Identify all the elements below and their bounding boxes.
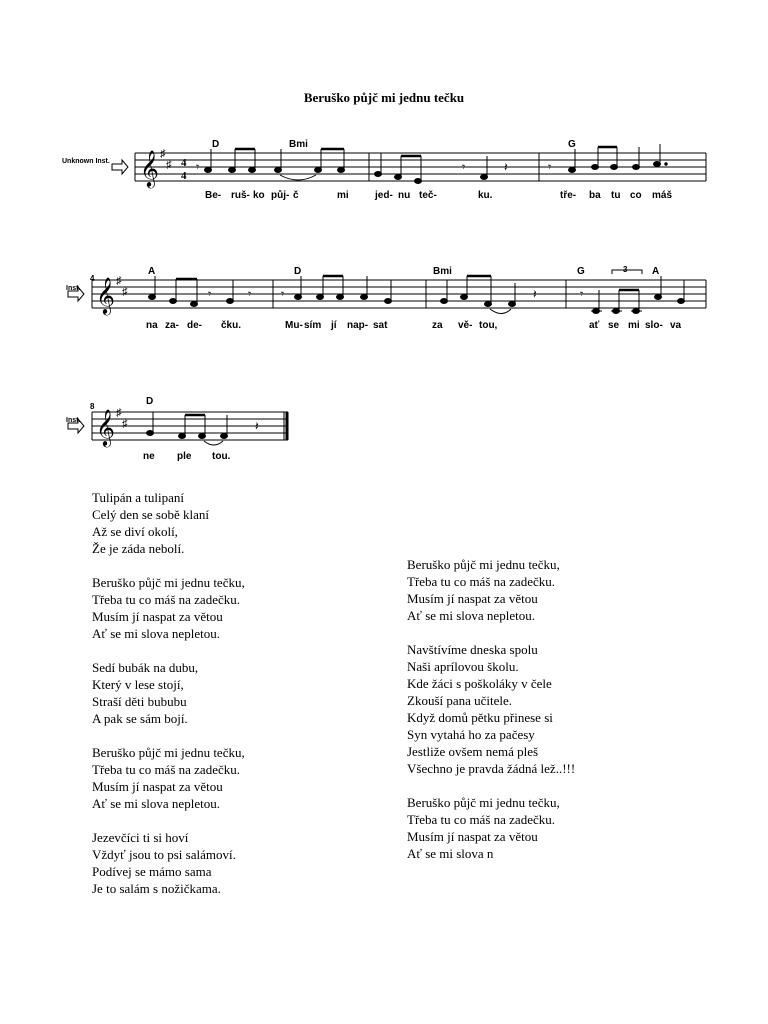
lyric-syllable: Be- — [205, 190, 222, 201]
lyric-syllable: půj- — [271, 190, 290, 201]
instrument-arrow-icon — [112, 160, 128, 174]
quarter-rest-icon: 𝄽 — [533, 287, 537, 301]
sharp-icon: ♯ — [166, 159, 172, 171]
lyric-line: Musím jí naspat za větou — [407, 829, 538, 844]
measure-number: 8 — [90, 402, 95, 411]
staff-notation-3 — [0, 394, 768, 474]
lyric-syllable: mi — [628, 320, 640, 331]
chord-label: A — [652, 266, 660, 277]
lyric-line: Syn vytahá ho za pačesy — [407, 727, 535, 742]
eighth-rest-icon: 𝄾 — [281, 287, 285, 301]
stanza — [407, 641, 727, 777]
lyric-syllable: za- — [165, 320, 179, 331]
lyric-syllable: sím — [304, 320, 322, 331]
lyric-syllable: jed- — [375, 190, 393, 201]
chord-label: Bmi — [433, 266, 452, 277]
lyric-line: Všechno je pravda žádná lež..!!! — [407, 761, 576, 776]
song-title: Beruško půjč mi jednu tečku — [303, 90, 465, 105]
lyric-line: Beruško půjč mi jednu tečku, — [92, 745, 245, 760]
instrument-label: Inst. — [66, 285, 81, 292]
lyric-syllable: tu — [611, 190, 621, 201]
lyric-syllable: nap- — [347, 320, 369, 331]
chord-label: G — [577, 266, 585, 277]
staff-system-1 — [0, 135, 768, 215]
lyric-line: Beruško půjč mi jednu tečku, — [92, 575, 245, 590]
lyric-line: Podívej se mámo sama — [92, 864, 212, 879]
sharp-icon: ♯ — [116, 407, 122, 419]
instrument-label: Inst. — [66, 417, 81, 424]
lyric-line: Že je záda nebolí. — [92, 541, 185, 556]
stanza — [407, 556, 727, 624]
stanza — [92, 659, 392, 727]
lyric-syllable: jí — [331, 320, 337, 331]
eighth-rest-icon: 𝄾 — [548, 160, 552, 174]
lyrics-left-column — [92, 489, 392, 914]
lyric-syllable: co — [630, 190, 642, 201]
lyric-syllable: slo- — [645, 320, 663, 331]
lyric-line: Musím jí naspat za větou — [92, 779, 223, 794]
chord-label: G — [568, 139, 576, 150]
quarter-rest-icon: 𝄽 — [504, 160, 508, 174]
chord-label: D — [294, 266, 302, 277]
lyric-line: Vždyť jsou to psi salámoví. — [92, 847, 236, 862]
lyric-line: Celý den se sobě klaní — [92, 507, 209, 522]
lyric-syllable: ne — [143, 451, 155, 462]
lyric-syllable: na — [146, 320, 158, 331]
lyric-line: A pak se sám bojí. — [92, 711, 188, 726]
lyric-syllable: va — [670, 320, 682, 331]
lyric-syllable: ku. — [478, 190, 493, 201]
lyric-line: Jezevčíci ti si hoví — [92, 830, 189, 845]
lyric-line: Ať se mi slova nepletou. — [407, 608, 535, 623]
lyric-line: Který v lese stojí, — [92, 677, 184, 692]
eighth-rest-icon: 𝄾 — [462, 160, 466, 174]
lyric-line: Když domů pětku přinese si — [407, 710, 553, 725]
stanza — [92, 829, 392, 897]
lyric-syllable: de- — [187, 320, 202, 331]
sharp-icon: ♯ — [116, 275, 122, 287]
staff-system-2 — [0, 262, 768, 342]
lyric-line: Naši aprílovou školu. — [407, 659, 519, 674]
tie-icon — [204, 441, 223, 445]
lyric-line: Ať se mi slova nepletou. — [92, 796, 220, 811]
lyric-syllable: vě- — [458, 320, 473, 331]
lyric-line: Je to salám s nožičkama. — [92, 881, 221, 896]
lyric-syllable: ať — [589, 320, 600, 331]
lyric-line: Sedí bubák na dubu, — [92, 660, 199, 675]
eighth-rest-icon: 𝄾 — [248, 287, 252, 301]
eighth-rest-icon: 𝄾 — [208, 287, 212, 301]
lyric-line: Třeba tu co máš na zadečku. — [92, 592, 240, 607]
lyric-line: Musím jí naspat za větou — [92, 609, 223, 624]
tuplet-number: 3 — [623, 265, 628, 274]
lyric-line: Musím jí naspat za větou — [407, 591, 538, 606]
lyric-line: Tulipán a tulipaní — [92, 490, 184, 505]
lyric-syllable: ko — [253, 190, 265, 201]
lyric-syllable: mi — [337, 190, 349, 201]
lyric-line: Ať se mi slova nepletou. — [92, 626, 220, 641]
lyric-line: Navštívíme dneska spolu — [407, 642, 538, 657]
lyric-syllable: ruš- — [231, 190, 250, 201]
sharp-icon: ♯ — [122, 418, 128, 430]
stanza — [92, 489, 392, 557]
lyric-syllable: č — [293, 190, 299, 201]
lyric-syllable: nu — [398, 190, 411, 201]
chord-label: D — [146, 396, 154, 407]
measure-number: 4 — [90, 274, 95, 283]
lyric-syllable: ple — [177, 451, 192, 462]
lyric-syllable: čku. — [221, 320, 242, 331]
lyric-line: Třeba tu co máš na zadečku. — [407, 812, 555, 827]
quarter-rest-icon: 𝄽 — [255, 419, 259, 433]
lyric-line: Jestliže ovšem nemá pleš — [407, 744, 539, 759]
lyric-syllable: tře- — [560, 190, 577, 201]
lyric-line: Zkouší pana učitele. — [407, 693, 513, 708]
tie-icon — [280, 175, 316, 180]
staff-notation-1 — [0, 135, 768, 215]
chord-label: A — [148, 266, 156, 277]
treble-clef-icon: 𝄞 — [96, 276, 115, 314]
lyrics-right-column — [407, 556, 727, 879]
lyric-line: Beruško půjč mi jednu tečku, — [407, 795, 560, 810]
lyric-line: Straší děti bububu — [92, 694, 187, 709]
staff-system-3 — [0, 394, 768, 474]
lyric-syllable: sat — [373, 320, 388, 331]
lyric-line: Beruško půjč mi jednu tečku, — [407, 557, 560, 572]
instrument-label: Unknown Inst. — [62, 158, 110, 165]
time-sig-bottom: 4 — [181, 170, 187, 182]
treble-clef-icon: 𝄞 — [96, 408, 115, 446]
eighth-rest-icon: 𝄾 — [196, 160, 200, 174]
lyric-syllable: teč- — [419, 190, 437, 201]
time-sig-top: 4 — [181, 157, 187, 169]
chord-label: Bmi — [289, 139, 308, 150]
lyric-syllable: tou. — [212, 451, 231, 462]
treble-clef-icon: 𝄞 — [140, 149, 159, 187]
lyric-line: Třeba tu co máš na zadečku. — [407, 574, 555, 589]
stanza — [92, 574, 392, 642]
sharp-icon: ♯ — [160, 148, 166, 160]
lyric-line: Kde žáci s poškoláky v čele — [407, 676, 552, 691]
chord-label: D — [212, 139, 220, 150]
lyric-syllable: máš — [652, 190, 673, 201]
stanza — [92, 744, 392, 812]
lyric-syllable: tou, — [479, 320, 498, 331]
lyric-syllable: Mu- — [285, 320, 303, 331]
lyric-syllable: za — [432, 320, 443, 331]
lyric-line: Ať se mi slova n — [407, 846, 494, 861]
lyric-syllable: ba — [589, 190, 601, 201]
lyric-line: Třeba tu co máš na zadečku. — [92, 762, 240, 777]
tie-icon — [490, 309, 511, 314]
sharp-icon: ♯ — [122, 286, 128, 298]
stanza — [407, 794, 727, 862]
lyric-line: Až se diví okolí, — [92, 524, 178, 539]
lyric-syllable: se — [608, 320, 620, 331]
eighth-rest-icon: 𝄾 — [580, 287, 584, 301]
